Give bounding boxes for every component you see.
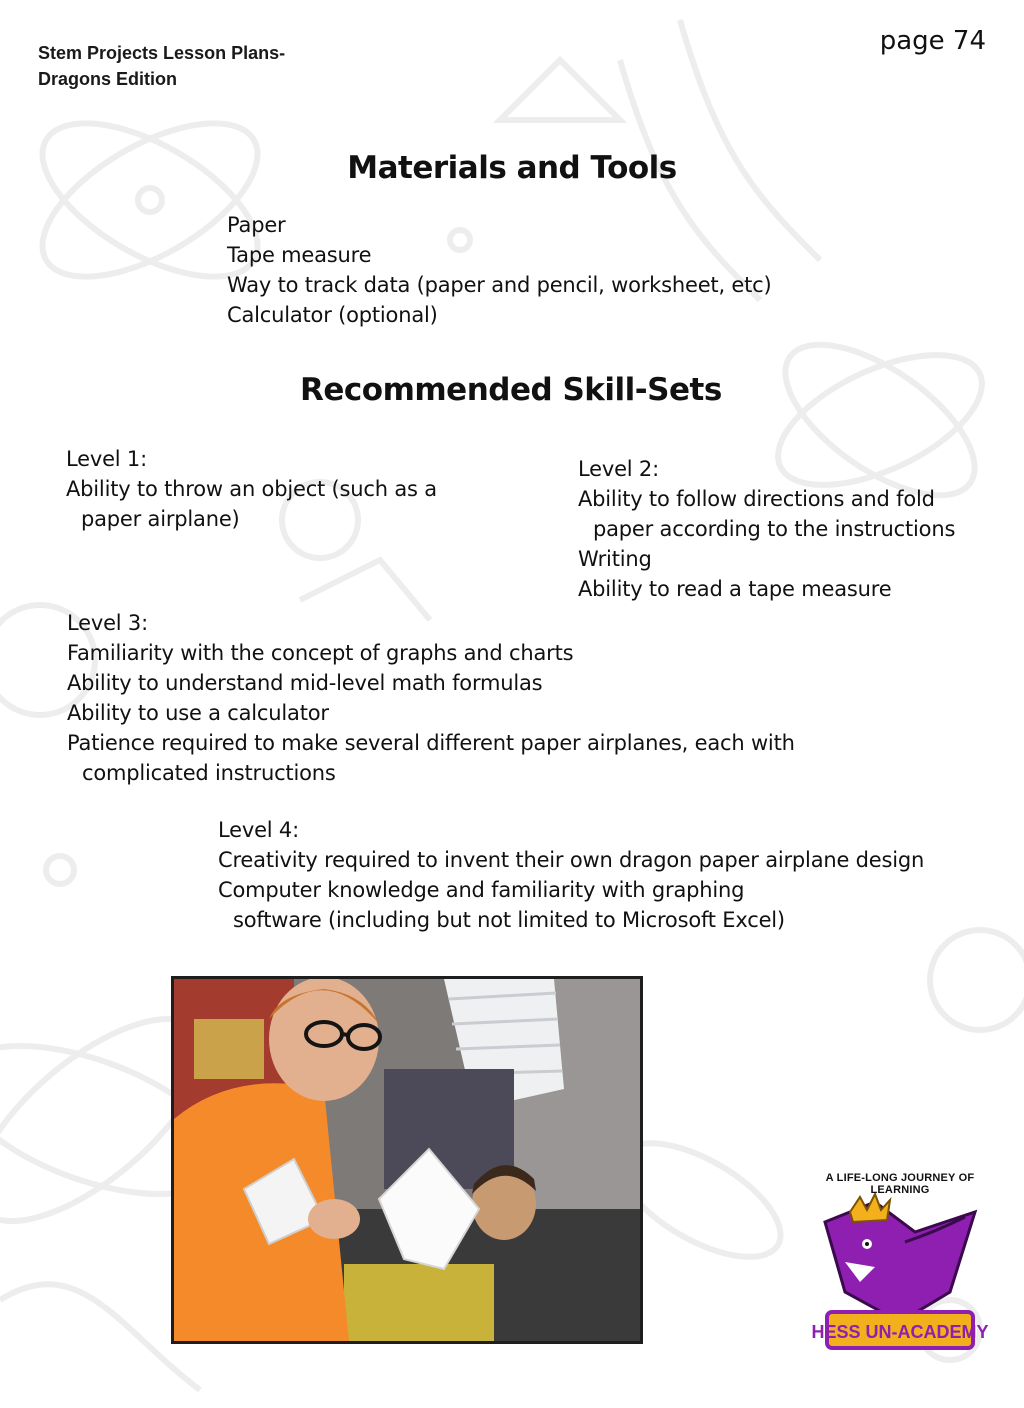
level-2-line: Ability to follow directions and fold xyxy=(578,487,935,511)
level-4-block xyxy=(218,815,924,935)
level-1-line: Ability to throw an object (such as a xyxy=(66,477,437,501)
level-3-label: Level 3: xyxy=(67,611,148,635)
level-1-block xyxy=(66,444,437,534)
level-2-line: Ability to read a tape measure xyxy=(578,577,892,601)
level-3-line: Familiarity with the concept of graphs and charts xyxy=(67,641,574,665)
skills-heading: Recommended Skill-Sets xyxy=(300,372,722,408)
level-3-block xyxy=(67,608,795,788)
header-title-line1: Stem Projects Lesson Plans- xyxy=(38,43,286,63)
level-4-line: software (including but not limited to Microsoft Excel) xyxy=(233,908,785,932)
level-1-line: paper airplane) xyxy=(81,507,240,531)
level-2-line: paper according to the instructions xyxy=(593,517,956,541)
header-title-line2: Dragons Edition xyxy=(38,69,177,89)
dragon-crest-icon xyxy=(805,1172,995,1362)
level-3-line: Patience required to make several different paper airplanes, each with xyxy=(67,731,795,755)
logo-name: HESS UN-ACADEMY xyxy=(811,1322,989,1342)
materials-item: Calculator (optional) xyxy=(227,303,438,327)
level-3-line: Ability to use a calculator xyxy=(67,701,329,725)
level-1-label: Level 1: xyxy=(66,447,147,471)
materials-heading: Materials and Tools xyxy=(347,150,677,186)
materials-list xyxy=(227,210,772,330)
materials-item: Paper xyxy=(227,213,286,237)
level-4-line: Creativity required to invent their own dragon paper airplane design xyxy=(218,848,925,872)
level-2-label: Level 2: xyxy=(578,457,659,481)
page-number: page 74 xyxy=(879,26,986,56)
level-3-line: Ability to understand mid-level math formulas xyxy=(67,671,543,695)
academy-logo xyxy=(805,1172,995,1362)
materials-item: Tape measure xyxy=(227,243,372,267)
logo-tagline: A LIFE-LONG JOURNEY OF LEARNING xyxy=(825,1172,975,1196)
document-header xyxy=(38,40,285,92)
level-2-block xyxy=(578,454,955,604)
materials-item: Way to track data (paper and pencil, worksheet, etc) xyxy=(227,273,772,297)
photo-kids-folding-paper xyxy=(171,976,643,1344)
level-3-line: complicated instructions xyxy=(82,761,336,785)
level-2-line: Writing xyxy=(578,547,652,571)
level-4-line: Computer knowledge and familiarity with graphing xyxy=(218,878,745,902)
level-4-label: Level 4: xyxy=(218,818,299,842)
